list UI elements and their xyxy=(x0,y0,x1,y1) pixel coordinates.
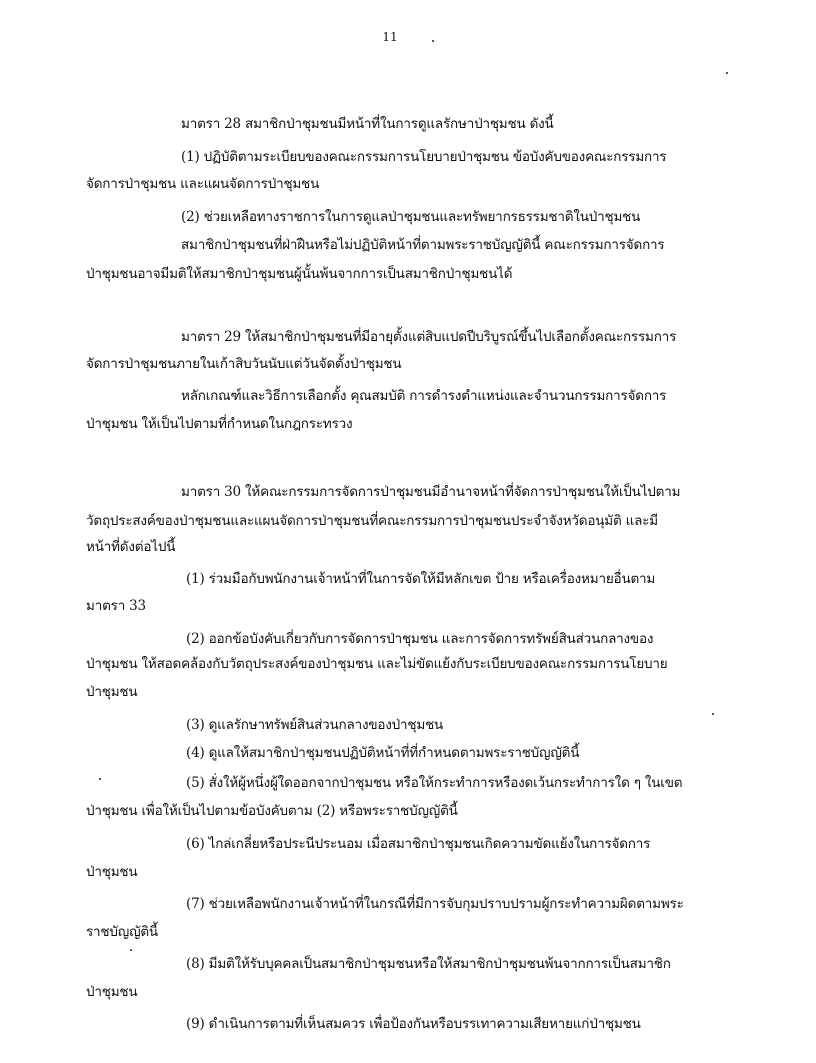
section-28-item-1: (1) ปฏิบัติตามระเบียบของคณะกรรมการนโยบายป่าชุมชน ข้อบังคับของคณะกรรมการ xyxy=(181,149,667,165)
section-30-item-7: (7) ช่วยเหลือพนักงานเจ้าหน้าที่ในกรณีที่มีการจับกุมปราบปรามผู้กระทำความผิดตามพระ xyxy=(186,896,684,912)
scan-speck xyxy=(712,713,714,715)
section-30-item-8-cont: ป่าชุมชน xyxy=(86,984,138,1000)
section-30-item-9: (9) ดำเนินการตามที่เห็นสมควร เพื่อป้องกันหรือบรรเทาความเสียหายแก่ป่าชุมชน xyxy=(186,1016,641,1032)
scan-speck xyxy=(99,778,101,780)
section-30-item-2-cont: ป่าชุมชน ให้สอดคล้องกับวัตถุประสงค์ของป่าชุมชน และไม่ขัดแย้งกับระเบียบของคณะกรรมการนโยบาย xyxy=(86,656,668,672)
section-30-item-7-cont: ราชบัญญัตินี้ xyxy=(86,924,158,940)
section-28-item-2: (2) ช่วยเหลือทางราชการในการดูแลป่าชุมชนและทรัพยากรธรรมชาติในป่าชุมชน xyxy=(181,209,641,225)
section-30-item-2-cont-2: ป่าชุมชน xyxy=(86,684,138,700)
section-30-item-4: (4) ดูแลให้สมาชิกป่าชุมชนปฏิบัติหน้าที่ที่กำหนดตามพระราชบัญญัตินี้ xyxy=(186,745,580,761)
section-28-heading: มาตรา 28 สมาชิกป่าชุมชนมีหน้าที่ในการดูแลรักษาป่าชุมชน ดังนี้ xyxy=(181,116,554,132)
section-30-heading-cont: วัตถุประสงค์ของป่าชุมชนและแผนจัดการป่าชุมชนที่คณะกรรมการป่าชุมชนประจำจังหวัดอนุมัติ และมี xyxy=(86,513,658,529)
page-number: 11 xyxy=(382,30,398,44)
section-30-item-5: (5) สั่งให้ผู้หนึ่งผู้ใดออกจากป่าชุมชน หรือให้กระทำการหรืองดเว้นกระทำการใด ๆ ในเขต xyxy=(186,775,683,791)
section-29-heading: มาตรา 29 ให้สมาชิกป่าชุมชนที่มีอายุตั้งแต่สิบแปดปีบริบูรณ์ขึ้นไปเลือกตั้งคณะกรรมการ xyxy=(181,329,677,345)
section-29-heading-cont: จัดการป่าชุมชนภายในเก้าสิบวันนับแต่วันจัดตั้งป่าชุมชน xyxy=(86,356,402,372)
section-30-item-2: (2) ออกข้อบังคับเกี่ยวกับการจัดการป่าชุมชน และการจัดการทรัพย์สินส่วนกลางของ xyxy=(186,631,654,647)
section-29-paragraph: หลักเกณฑ์และวิธีการเลือกตั้ง คุณสมบัติ การดำรงตำแหน่งและจำนวนกรรมการจัดการ xyxy=(181,388,667,404)
section-30-item-8: (8) มีมติให้รับบุคคลเป็นสมาชิกป่าชุมชนหรือให้สมาชิกป่าชุมชนพ้นจากการเป็นสมาชิก xyxy=(186,956,671,972)
scan-speck xyxy=(432,40,434,42)
section-30-item-1-cont: มาตรา 33 xyxy=(86,598,146,614)
section-28-item-1-cont: จัดการป่าชุมชน และแผนจัดการป่าชุมชน xyxy=(86,176,320,192)
scan-speck xyxy=(726,72,728,74)
section-30-item-6-cont: ป่าชุมชน xyxy=(86,864,138,880)
section-30-item-3: (3) ดูแลรักษาทรัพย์สินส่วนกลางของป่าชุมชน xyxy=(186,717,444,733)
section-29-paragraph-cont: ป่าชุมชน ให้เป็นไปตามที่กำหนดในกฎกระทรวง xyxy=(86,416,353,432)
section-30-heading: มาตรา 30 ให้คณะกรรมการจัดการป่าชุมชนมีอำนาจหน้าที่จัดการป่าชุมชนให้เป็นไปตาม xyxy=(181,484,681,500)
section-30-item-6: (6) ไกล่เกลี่ยหรือประนีประนอม เมื่อสมาชิกป่าชุมชนเกิดความขัดแย้งในการจัดการ xyxy=(186,836,651,852)
section-28-paragraph-cont: ป่าชุมชนอาจมีมติให้สมาชิกป่าชุมชนผู้นั้นพ้นจากการเป็นสมาชิกป่าชุมชนได้ xyxy=(86,266,513,282)
scan-speck xyxy=(130,949,132,951)
section-28-paragraph: สมาชิกป่าชุมชนที่ฝ่าฝืนหรือไม่ปฏิบัติหน้าที่ตามพระราชบัญญัตินี้ คณะกรรมการจัดการ xyxy=(181,237,665,253)
section-30-item-1: (1) ร่วมมือกับพนักงานเจ้าหน้าที่ในการจัดให้มีหลักเขต ป้าย หรือเครื่องหมายอื่นตาม xyxy=(186,571,656,587)
section-30-item-5-cont: ป่าชุมชน เพื่อให้เป็นไปตามข้อบังคับตาม (2) หรือพระราชบัญญัตินี้ xyxy=(86,803,458,819)
section-30-heading-cont-2: หน้าที่ดังต่อไปนี้ xyxy=(86,539,176,555)
